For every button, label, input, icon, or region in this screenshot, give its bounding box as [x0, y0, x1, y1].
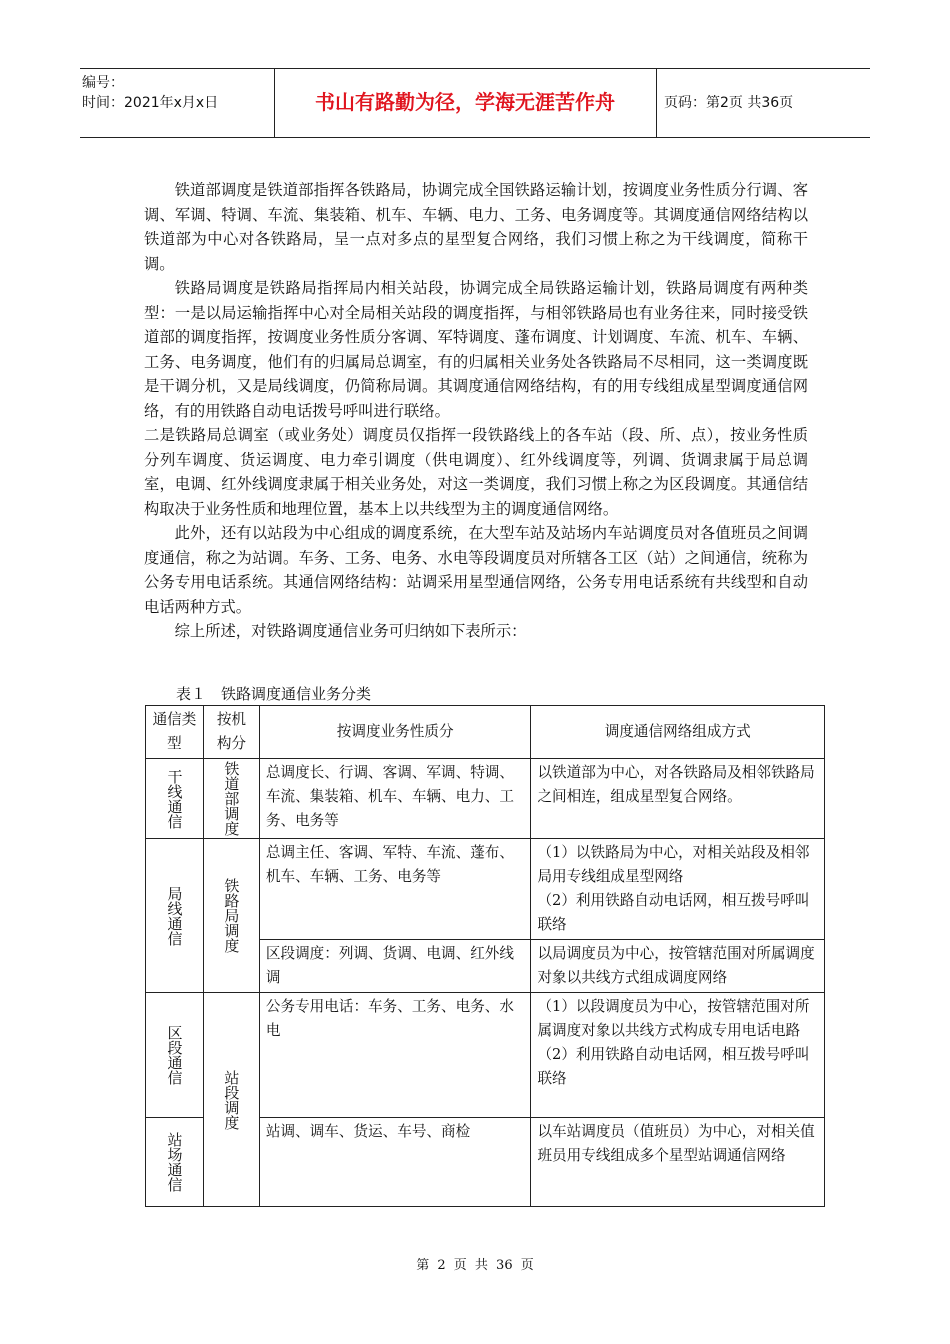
org-text: 铁路局调度 — [222, 878, 241, 953]
header-motto: 书山有路勤为径，学海无涯苦作舟 — [315, 90, 615, 114]
type-text: 站场通信 — [165, 1132, 184, 1192]
header-cell: 按机构分 — [203, 706, 259, 759]
dispatch-classification-table — [145, 705, 825, 1207]
page-footer: 第 2 页 共 36 页 — [416, 1258, 534, 1273]
business-cell: 总调主任、客调、军特、车流、蓬布、机车、车辆、工务、电务等 — [259, 839, 531, 940]
header-cell: 调度通信网络组成方式 — [531, 706, 825, 759]
header-time: 时间：2021年x月x日 — [82, 95, 219, 111]
header-cell: 按调度业务性质分 — [259, 706, 531, 759]
type-cell — [146, 1118, 204, 1207]
header-page-number: 页码：第2页 共36页 — [664, 95, 794, 111]
network-cell — [531, 839, 825, 940]
network-item: （2）利用铁路自动电话网，相互拨号呼叫联络 — [537, 892, 810, 933]
business-cell: 区段调度：列调、货调、电调、红外线调 — [259, 940, 531, 993]
network-cell — [531, 993, 825, 1118]
network-item: （1）以段调度员为中心，按管辖范围对所属调度对象以共线方式构成专用电话电路 — [537, 998, 810, 1039]
type-text: 干线通信 — [165, 768, 184, 829]
header-code-label: 编号： — [82, 75, 124, 91]
type-cell — [146, 839, 204, 993]
table-row — [146, 993, 825, 1118]
business-cell: 公务专用电话：车务、工务、电务、水电 — [259, 993, 531, 1118]
org-text: 站段调度 — [222, 1069, 241, 1130]
table-header-row — [146, 706, 825, 759]
table-row — [146, 839, 825, 940]
header-divider — [274, 69, 275, 137]
body-text — [144, 178, 808, 644]
network-item: （1）以铁路局为中心，对相关站段及相邻局用专线组成星型网络 — [537, 844, 810, 885]
paragraph: 铁道部调度是铁道部指挥各铁路局，协调完成全国铁路运输计划，按调度业务性质分行调、客调、军调、特调、车流、集装箱、机车、车辆、电力、工务、电务调度等。其调度通信网络结构以铁道部为中心对各铁路局，呈一点对多点的星型复合网络，我们习惯上称之为干线调度，简称干调。 — [144, 181, 808, 273]
org-cell — [203, 839, 259, 993]
type-text: 局线通信 — [165, 885, 184, 946]
page-header — [80, 68, 870, 138]
type-cell — [146, 993, 204, 1118]
network-cell: 以铁道部为中心，对各铁路局及相邻铁路局之间相连，组成星型复合网络。 — [531, 759, 825, 839]
network-cell: 以局调度员为中心，按管辖范围对所属调度对象以共线方式组成调度网络 — [531, 940, 825, 993]
header-meta — [82, 73, 272, 113]
header-divider — [656, 69, 657, 137]
org-text: 铁道部调度 — [222, 761, 241, 836]
paragraph: 二是铁路局总调室（或业务处）调度员仅指挥一段铁路线上的各车站（段、所、点），按业务性质分列车调度、货运调度、电力牵引调度（供电调度）、红外线调度等，列调、货调隶属于局总调室，电调、红外线调度隶属于相关业务处，对这一类调度，我们习惯上称之为区段调度。其通信结构取决于业务性质和地理位置，基本上以共线型为主的调度通信网络。 — [144, 426, 808, 518]
paragraph: 此外，还有以站段为中心组成的调度系统，在大型车站及站场内车站调度员对各值班员之间调度通信，称之为站调。车务、工务、电务、水电等段调度员对所辖各工区（站）之间通信，统称为公务专用电话系统。其通信网络结构：站调采用星型通信网络，公务专用电话系统有共线型和自动电话两种方式。 — [144, 524, 808, 616]
business-cell: 总调度长、行调、客调、军调、特调、车流、集装箱、机车、车辆、电力、工务、电务等 — [259, 759, 531, 839]
org-cell — [203, 759, 259, 839]
table-row — [146, 759, 825, 839]
type-text: 区段通信 — [165, 1025, 184, 1085]
business-cell: 站调、调车、货运、车号、商检 — [259, 1118, 531, 1207]
type-cell — [146, 759, 204, 839]
org-cell — [203, 993, 259, 1207]
table-caption: 表１ 铁路调度通信业务分类 — [176, 685, 372, 703]
paragraph: 铁路局调度是铁路局指挥局内相关站段，协调完成全局铁路运输计划，铁路局调度有两种类型：一是以局运输指挥中心对全局相关站段的调度指挥，与相邻铁路局也有业务往来，同时接受铁道部的调度指挥，按调度业务性质分客调、军特调度、蓬布调度、计划调度、车流、机车、车辆、工务、电务调度，他们有的归属局总调室，有的归属相关业务处各铁路局不尽相同，这一类调度既是干调分机，又是局线调度，仍简称局调。其调度通信网络结构，有的用专线组成星型调度通信网络，有的用铁路自动电话拨号呼叫进行联络。 — [144, 279, 808, 420]
network-item: （2）利用铁路自动电话网，相互拨号呼叫联络 — [537, 1046, 810, 1087]
header-cell: 通信类型 — [146, 706, 204, 759]
network-cell: 以车站调度员（值班员）为中心，对相关值班员用专线组成多个星型站调通信网络 — [531, 1118, 825, 1207]
paragraph: 综上所述，对铁路调度通信业务可归纳如下表所示： — [174, 622, 527, 640]
